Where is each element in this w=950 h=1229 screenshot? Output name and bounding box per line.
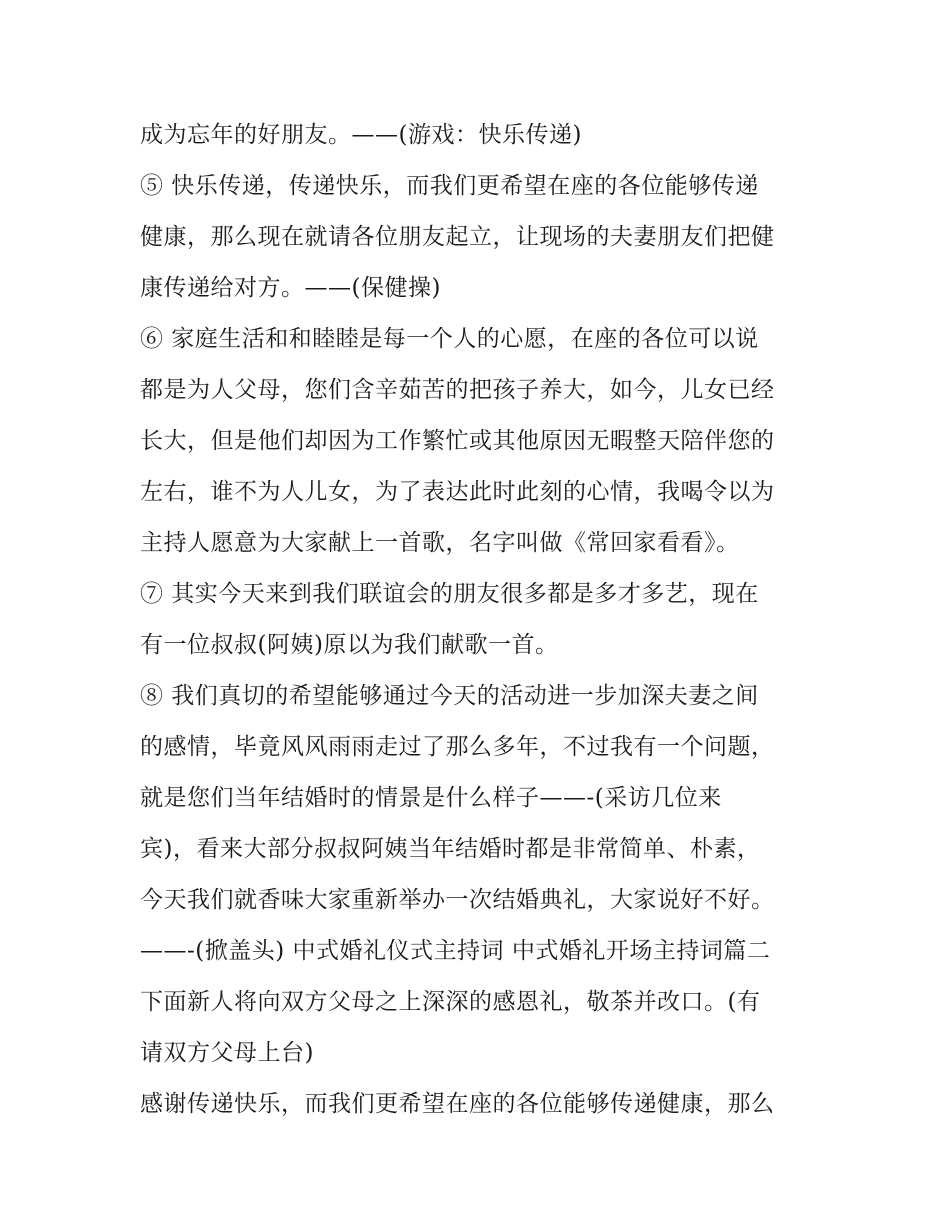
document-body <box>140 110 820 1130</box>
text-line: 今天我们就香味大家重新举办一次结婚典礼，大家说好不好。 <box>140 887 775 913</box>
text-line: ⑥ 家庭生活和和睦睦是每一个人的心愿，在座的各位可以说 <box>140 326 759 352</box>
text-line: 左右，谁不为人儿女，为了表达此时此刻的心情，我喝令以为 <box>140 479 775 505</box>
text-line: 健康，那么现在就请各位朋友起立，让现场的夫妻朋友们把健 <box>140 224 775 250</box>
text-line: 下面新人将向双方父母之上深深的感恩礼，敬茶并改口。(有 <box>140 989 761 1015</box>
text-line: 成为忘年的好朋友。——(游戏：快乐传递) <box>140 122 582 148</box>
text-line: 就是您们当年结婚时的情景是什么样子——-(采访几位来 <box>140 785 722 811</box>
text-line: 长大，但是他们却因为工作繁忙或其他原因无暇整天陪伴您的 <box>140 428 775 454</box>
text-line: 主持人愿意为大家献上一首歌，名字叫做《常回家看看》。 <box>140 530 740 556</box>
text-line: 康传递给对方。——(保健操) <box>140 275 441 301</box>
text-line: 请双方父母上台) <box>140 1040 314 1066</box>
text-line: 的感情，毕竟风风雨雨走过了那么多年，不过我有一个问题， <box>140 734 775 760</box>
text-line: ⑦ 其实今天来到我们联谊会的朋友很多都是多才多艺，现在 <box>140 581 759 607</box>
text-line: 都是为人父母，您们含辛茹苦的把孩子养大，如今，儿女已经 <box>140 377 775 403</box>
text-line: ——-(掀盖头) 中式婚礼仪式主持词 中式婚礼开场主持词篇二 <box>140 938 771 964</box>
text-line: ⑤ 快乐传递，传递快乐，而我们更希望在座的各位能够传递 <box>140 173 759 199</box>
text-line: 感谢传递快乐，而我们更希望在座的各位能够传递健康，那么 <box>140 1091 775 1117</box>
text-line: 有一位叔叔(阿姨)原以为我们献歌一首。 <box>140 632 559 658</box>
text-line: ⑧ 我们真切的希望能够通过今天的活动进一步加深夫妻之间 <box>140 683 759 709</box>
text-line: 宾)，看来大部分叔叔阿姨当年结婚时都是非常简单、朴素， <box>140 836 761 862</box>
